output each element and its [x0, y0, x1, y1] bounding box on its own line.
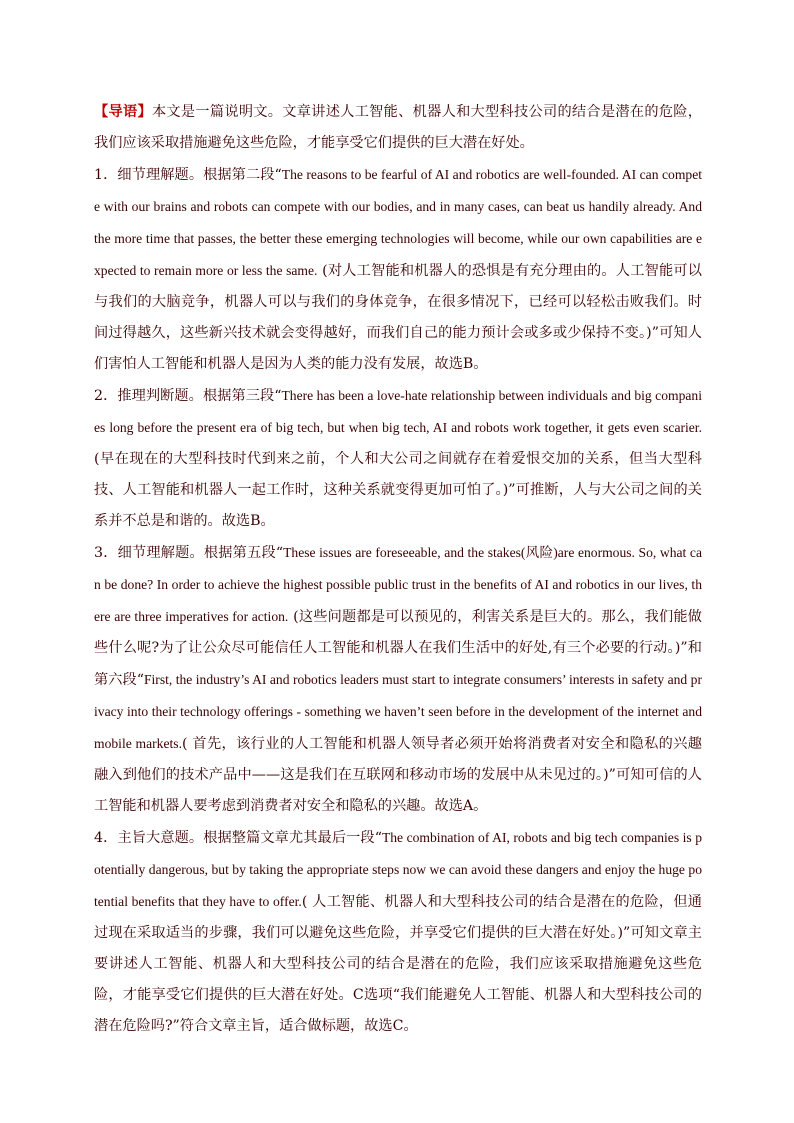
item-explanation: ( 人工智能、机器人和大型科技公司的结合是潜在的危险，但通过现在采取适当的步骤，我们可以避免这些危险，并享受它们提供的巨大潜在好处。)”可知文章主要讲述人工智能、机器人和大型科技公司的结合是潜在的危险，我们应该采取措施避免这些危险，才能享受它们提供的巨大潜在好处。C选项“我们能避免人工智能、机器人和大型科技公司的潜在危险吗?”符合文章主旨，适合做标题，故选C。: [94, 894, 702, 1034]
item-english-quote: These issues are foreseeable, and the stakes(风险)are enormous. So, what can be done? In order to achieve the highest possible public trust in the benefits of AI and robotics in our lives, there are three imperatives for action.: [94, 545, 702, 624]
item-number: 3．: [94, 545, 118, 561]
item-explanation: (这些问题都是可以预见的，利害关系是巨大的。那么，我们能做些什么呢?为了让公众尽可能信任人工智能和机器人在我们生活中的好处,有三个必要的行动。)”和第六段“: [94, 609, 702, 688]
item-number: 1．: [94, 167, 118, 183]
item-lead: 主旨大意题。根据整篇文章尤其最后一段“: [117, 830, 382, 846]
intro-paragraph: [94, 97, 702, 159]
item-lead: 推理判断题。根据第三段“: [117, 388, 282, 404]
item-english-quote: The combination of AI, robots and big tech companies is potentially dangerous, but by taking the appropriate steps now we can avoid these dangers and enjoy the huge potential benefits that they have to offer.: [94, 830, 703, 909]
item-number: 4．: [94, 830, 118, 846]
answer-item-1: [94, 159, 702, 380]
item-english-quote: There has been a love-hate relationship between individuals and big companies long before the present era of big tech, but when big tech, AI and robots work together, it gets even scarier.: [94, 388, 702, 435]
answer-explanation-page: [94, 97, 702, 1042]
item-english-quote-2: First, the industry’s AI and robotics leaders must start to integrate consumers’ interests in safety and privacy into their technology offerings - something we haven’t seen before in the development of the internet and mobile markets.: [94, 672, 702, 751]
item-explanation: (早在现在的大型科技时代到来之前，个人和大公司之间就存在着爱恨交加的关系，但当大型科技、人工智能和机器人一起工作时，这种关系就变得更加可怕了。)”可推断，人与大公司之间的关系并不总是和谐的。故选B。: [94, 451, 702, 529]
item-lead: 细节理解题。根据第五段“: [117, 545, 284, 561]
item-explanation: (对人工智能和机器人的恐惧是有充分理由的。人工智能可以与我们的大脑竞争，机器人可以与我们的身体竞争，在很多情况下，已经可以轻松击败我们。时间过得越久，这些新兴技术就会变得越好，而我们自己的能力预计会或多或少保持不变。)”可知人们害怕人工智能和机器人是因为人类的能力没有发展，故选B。: [94, 263, 702, 372]
answer-item-4: [94, 822, 702, 1042]
intro-text: 本文是一篇说明文。文章讲述人工智能、机器人和大型科技公司的结合是潜在的危险，我们应该采取措施避免这些危险，才能享受它们提供的巨大潜在好处。: [94, 104, 702, 151]
item-explanation-2: ( 首先，该行业的人工智能和机器人领导者必须开始将消费者对安全和隐私的兴趣融入到他们的技术产品中——这是我们在互联网和移动市场的发展中从未见过的。)”可知可信的人工智能和机器人要考虑到消费者对安全和隐私的兴趣。故选A。: [94, 736, 702, 814]
item-number: 2．: [94, 388, 118, 404]
intro-tag: 【导语】: [94, 104, 152, 120]
answer-item-2: [94, 380, 702, 537]
item-english-quote: The reasons to be fearful of AI and robotics are well-founded. AI can compete with our brains and robots can compete with our bodies, and in many cases, can beat us handily already. And the more time that passes, the better these emerging technologies will become, while our own capabilities are expected to remain more or less the same.: [94, 167, 702, 278]
item-lead: 细节理解题。根据第二段“: [117, 167, 282, 183]
answer-item-3: [94, 537, 702, 822]
